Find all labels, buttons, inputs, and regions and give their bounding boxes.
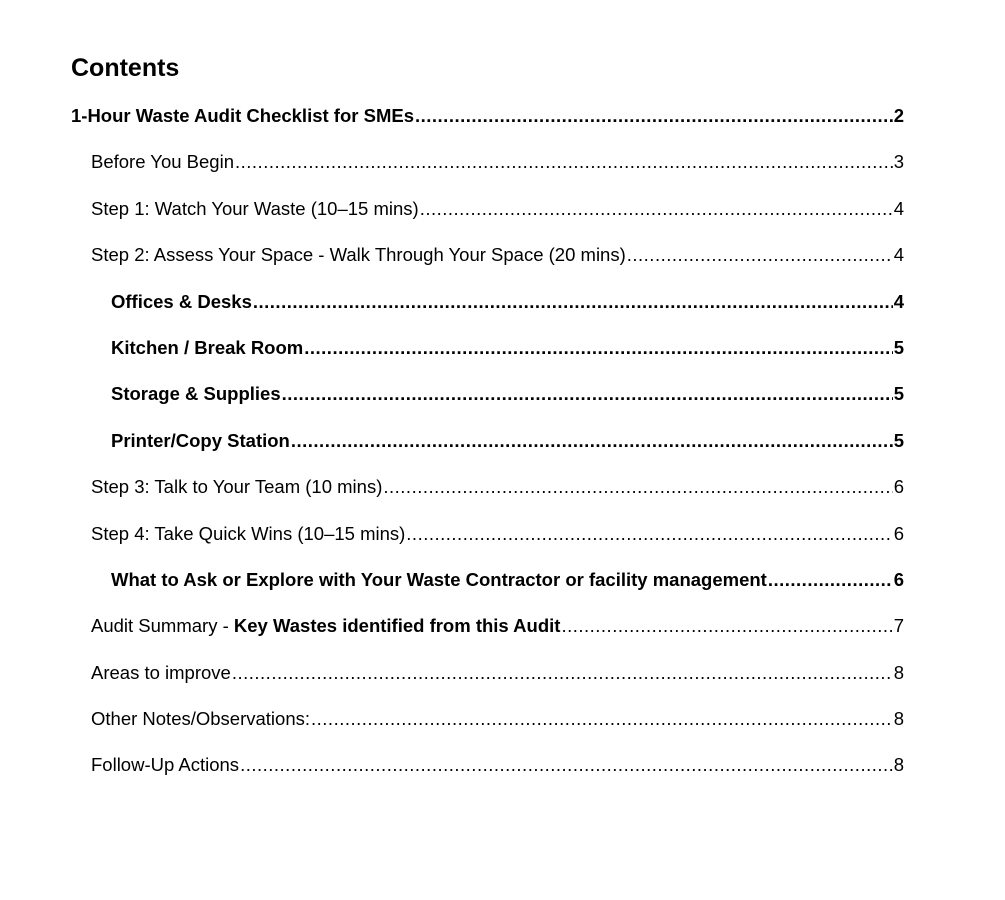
toc-entry [0,97,1005,143]
toc-list [0,97,1005,793]
toc-link-before-you-begin[interactable] [91,149,904,175]
toc-entry [0,515,1005,561]
toc-dot-leader [420,196,893,222]
toc-entry-label: Step 3: Talk to Your Team (10 mins) [91,476,383,498]
toc-entry-label: 1-Hour Waste Audit Checklist for SMEs [71,105,414,126]
toc-entry-label-emphasis: Key Wastes identified from this Audit [233,615,561,637]
toc-entry [0,422,1005,468]
toc-entry-label: Before You Begin [91,151,234,173]
toc-link-printer-copy-station[interactable] [111,428,904,454]
toc-dot-leader [406,521,892,547]
toc-dot-leader [561,613,892,639]
toc-link-step-3[interactable] [91,474,904,500]
toc-dot-leader [304,335,892,361]
toc-entry-label: Step 1: Watch Your Waste (10–15 mins) [91,197,419,219]
toc-page-number: 2 [893,105,904,126]
toc-dot-leader [253,289,893,315]
toc-page-number: 5 [893,336,904,358]
toc-link-step-2[interactable] [91,242,904,268]
toc-page-number: 6 [893,522,904,544]
toc-link-offices-desks[interactable] [111,289,904,315]
toc-entry [0,654,1005,700]
toc-entry-label: Audit Summary - [91,615,234,637]
toc-link-storage-supplies[interactable] [111,381,904,407]
toc-entry [0,700,1005,746]
toc-page-number: 6 [893,568,904,590]
toc-link-waste-audit-checklist[interactable] [71,103,904,129]
toc-entry-label: Printer/Copy Station [111,429,290,451]
toc-entry [0,746,1005,792]
toc-link-other-notes[interactable] [91,706,904,732]
toc-dot-leader [282,381,893,407]
toc-entry [0,561,1005,607]
toc-entry [0,283,1005,329]
toc-dot-leader [768,567,893,593]
toc-page-number: 4 [893,244,904,266]
toc-dot-leader [240,752,893,778]
toc-entry-label: Step 2: Assess Your Space - Walk Through Your Space (20 mins) [91,244,626,266]
toc-entry [0,143,1005,189]
toc-entry [0,607,1005,653]
toc-link-areas-to-improve[interactable] [91,660,904,686]
toc-heading: Contents [71,54,180,82]
toc-page-number: 8 [893,754,904,776]
toc-entry [0,236,1005,282]
toc-entry-label: Offices & Desks [111,290,252,312]
toc-dot-leader [415,103,893,129]
toc-entry [0,375,1005,421]
toc-page-number: 3 [893,151,904,173]
toc-entry-label: Step 4: Take Quick Wins (10–15 mins) [91,522,406,544]
toc-entry-label: What to Ask or Explore with Your Waste Contractor or facility management [111,568,767,590]
toc-page-number: 4 [893,290,904,312]
toc-page-number: 6 [893,476,904,498]
toc-link-follow-up-actions[interactable] [91,752,904,778]
toc-entry-label: Areas to improve [91,661,231,683]
toc-entry-label: Follow-Up Actions [91,754,240,776]
toc-dot-leader [311,706,893,732]
toc-dot-leader [627,242,893,268]
toc-page-number: 5 [893,429,904,451]
toc-dot-leader [383,474,892,500]
toc-link-audit-summary[interactable] [91,613,904,639]
toc-link-waste-contractor-questions[interactable] [111,567,904,593]
toc-link-kitchen-break-room[interactable] [111,335,904,361]
toc-entry [0,329,1005,375]
toc-dot-leader [232,660,893,686]
toc-entry-label: Storage & Supplies [111,383,281,405]
toc-page-number: 7 [893,615,904,637]
toc-page-number: 4 [893,197,904,219]
toc-entry [0,468,1005,514]
toc-dot-leader [291,428,893,454]
toc-link-step-4[interactable] [91,521,904,547]
toc-link-step-1[interactable] [91,196,904,222]
toc-entry [0,190,1005,236]
toc-entry-label: Other Notes/Observations: [91,708,311,730]
toc-page-number: 5 [893,383,904,405]
toc-entry-label: Kitchen / Break Room [111,336,304,358]
toc-dot-leader [235,149,893,175]
toc-page-number: 8 [893,708,904,730]
toc-page-number: 8 [893,661,904,683]
